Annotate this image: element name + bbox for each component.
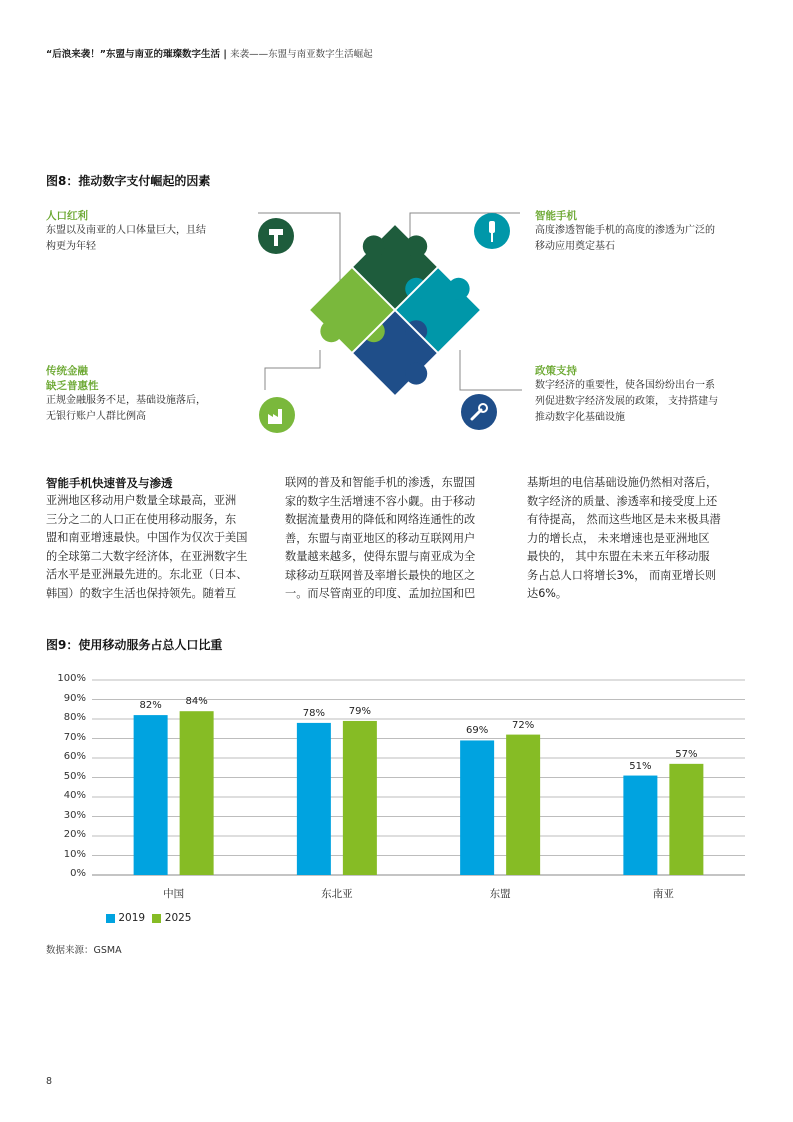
data-label: 72% [512,719,535,731]
bar-2025-2 [506,735,540,875]
article-line: 务占总人口将增长3%， 而南亚增长则 [527,568,717,582]
y-tick-label: 0% [70,868,86,879]
factor-title: 智能手机 [535,210,577,222]
connector-bottom-right [460,350,522,390]
factor-desc-line: 东盟以及南亚的人口体量巨大，且结 [46,225,206,236]
header-separator: | [223,49,227,60]
article-line: 联网的普及和智能手机的渗透，东盟国 [285,476,476,489]
y-tick-label: 10% [63,848,86,860]
article-line: 基斯坦的电信基础设施仍然相对落后， [527,476,718,489]
factor-title: 传统金融 [46,365,88,377]
factor-desc-line: 构更为年轻 [46,241,96,252]
page-number: 8 [46,1076,53,1087]
article-line: 有待提高， 然而这些地区是未来极具潜 [527,513,721,526]
bar-2019-1 [297,723,331,875]
y-tick-label: 70% [63,731,86,743]
factory-icon [259,397,295,433]
article-line: 球移动互联网普及率增长最快的地区之 [285,568,476,582]
y-tick-label: 20% [63,829,86,840]
article-line: 力的增长点， 未来增速也是亚洲地区 [527,531,710,545]
article-line: 韩国）的数字生活也保持领先。随着互 [46,586,237,600]
data-label: 51% [629,760,652,772]
factor-title: 政策支持 [535,365,577,377]
article-line: 善，东盟与南亚地区的移动互联网用户 [285,531,476,545]
factor-smartphone [535,208,755,255]
article-heading: 智能手机快速普及与渗透 [46,476,173,490]
article-column-3 [527,474,752,604]
factor-desc-line: 列促进数字经济发展的政策， 支持搭建与 [535,396,719,407]
data-label: 84% [185,696,208,708]
factor-desc-line: 移动应用奠定基石 [535,241,615,252]
legend-label-2025: 2025 [164,912,192,924]
factor-title: 缺乏普惠性 [46,380,99,392]
y-tick-label: 50% [63,770,86,782]
data-source: 数据来源：GSMA [46,945,122,956]
wrench-icon [461,394,497,430]
article-column-2 [285,474,505,604]
x-tick-label: 东北亚 [321,888,353,900]
factor-desc-line: 数字经济的重要性，使各国纷纷出台一系 [535,380,715,391]
x-tick-label: 中国 [163,888,185,900]
y-tick-label: 40% [63,790,86,801]
article-line: 三分之二的人口正在使用移动服务，东 [46,512,237,526]
legend-label-2019: 2019 [118,912,146,924]
bar-2019-2 [460,740,494,875]
article-line: 的全球第二大数字经济体，在亚洲数字生 [46,549,248,563]
data-label: 78% [302,707,325,719]
article-line: 达6%。 [527,587,568,600]
legend-swatch-2025 [152,914,161,923]
bar-2025-3 [669,764,703,875]
data-label: 82% [139,700,162,712]
header-title: “后浪来袭！”东盟与南亚的璀璨数字生活 [46,49,220,60]
article-line: 亚洲地区移动用户数量全球最高，亚洲 [46,494,237,507]
factor-title: 人口红利 [46,210,88,222]
chart-legend [106,912,192,924]
running-header [46,46,373,60]
header-subtitle: 来袭——东盟与南亚数字生活崛起 [230,49,373,60]
data-label: 57% [675,748,698,760]
factor-desc-line: 无银行账户人群比例高 [46,411,146,422]
figure8-title: 图8：推动数字支付崛起的因素 [46,174,211,188]
y-tick-label: 60% [63,751,86,762]
y-tick-label: 90% [63,692,86,704]
factor-traditional-finance [46,363,256,425]
y-tick-label: 80% [63,712,86,723]
factor-demographics [46,208,256,255]
factor-desc-line: 正规金融服务不足，基础设施落后， [46,395,206,406]
article-line: 数据流量费用的降低和网络连通性的改 [285,513,476,526]
factor-desc-line: 推动数字化基础设施 [535,412,625,423]
article-column-1 [46,474,266,603]
article-line: 最快的， 其中东盟在未来五年移动服 [527,550,710,563]
connector-bottom-left [265,350,320,390]
bar-2025-1 [343,721,377,875]
article-line: 一。而尽管南亚的印度、孟加拉国和巴 [285,587,476,600]
data-label: 69% [466,725,489,737]
bar-2025-0 [180,711,214,875]
legend-swatch-2019 [106,914,115,923]
bar-2019-3 [623,776,657,875]
x-tick-label: 东盟 [489,888,511,900]
figure9-title: 图9：使用移动服务占总人口比重 [46,638,223,652]
article-line: 数字经济的质量、渗透率和接受度上还 [527,494,718,508]
article-line: 家的数字生活增速不容小觑。由于移动 [285,494,476,508]
article-line: 活水平是亚洲最先进的。东北亚（日本、 [46,568,248,581]
hammer-icon [258,218,294,254]
factor-policy [535,363,755,426]
data-label: 79% [348,705,371,717]
x-tick-label: 南亚 [652,888,674,900]
bar-2019-0 [134,715,168,875]
article-line: 盟和南亚增速最快。中国作为仅次于美国 [46,531,248,544]
screwdriver-icon [474,213,510,249]
y-tick-label: 100% [57,673,86,684]
factor-desc-line: 高度渗透智能手机的高度的渗透为广泛的 [535,225,715,236]
article-line: 数量越来越多，使得东盟与南亚成为全 [285,550,476,563]
y-tick-label: 30% [63,809,86,821]
